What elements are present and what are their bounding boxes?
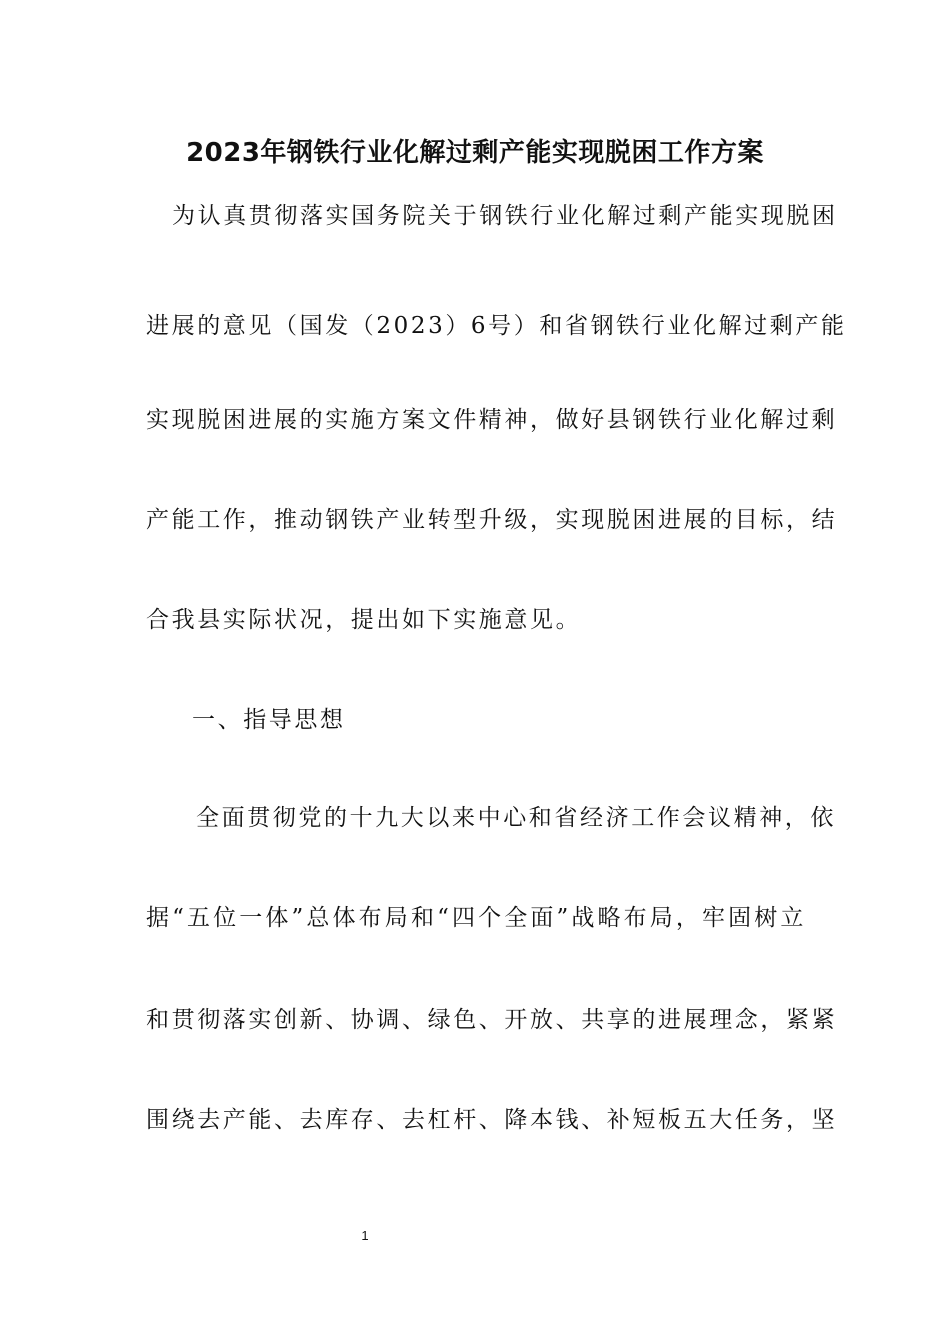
paragraph-line: 产能工作，推动钢铁产业转型升级，实现脱困进展的目标，结 — [146, 507, 838, 533]
page-number: 1 — [361, 1228, 369, 1243]
paragraph-line: 合我县实际状况，提出如下实施意见。 — [146, 607, 582, 633]
document-title: 2023年钢铁行业化解过剩产能实现脱困工作方案 — [186, 138, 764, 168]
paragraph-line: 进展的意见（国发（2023）6号）和省钢铁行业化解过剩产能 — [146, 313, 847, 339]
paragraph-line: 为认真贯彻落实国务院关于钢铁行业化解过剩产能实现脱困 — [172, 203, 838, 229]
paragraph-line: 和贯彻落实创新、协调、绿色、开放、共享的进展理念，紧紧 — [146, 1007, 838, 1033]
section-heading: 一、指导思想 — [192, 707, 346, 733]
paragraph-line: 围绕去产能、去库存、去杠杆、降本钱、补短板五大任务，坚 — [146, 1107, 838, 1133]
paragraph-line: 据“五位一体”总体布局和“四个全面”战略布局，牢固树立 — [146, 905, 806, 931]
paragraph-line: 全面贯彻党的十九大以来中心和省经济工作会议精神，依 — [196, 805, 836, 831]
paragraph-line: 实现脱困进展的实施方案文件精神，做好县钢铁行业化解过剩 — [146, 407, 838, 433]
